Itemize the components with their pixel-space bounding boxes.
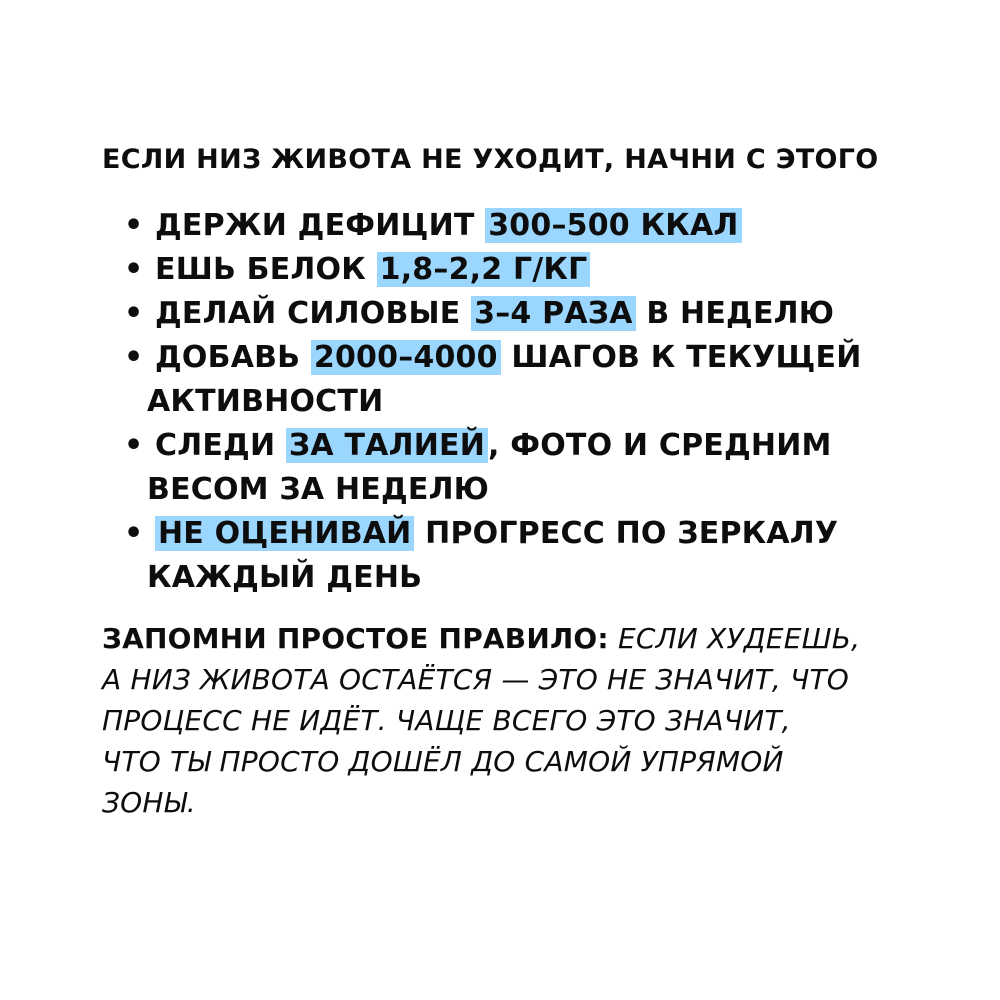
- rule-paragraph: [102, 618, 932, 823]
- tip-text-after: ПРОГРЕСС ПО ЗЕРКАЛУ: [425, 516, 839, 551]
- rule-line: ЧТО ТЫ ПРОСТО ДОШЁЛ ДО САМОЙ УПРЯМОЙ: [102, 745, 784, 778]
- tips-list: [100, 204, 920, 600]
- tip-item: [100, 512, 920, 600]
- tip-highlight: 2000–4000: [311, 340, 501, 375]
- tip-text: ЕШЬ БЕЛОК: [155, 252, 366, 287]
- tip-line: [155, 512, 920, 556]
- tip-text-after: В НЕДЕЛЮ: [646, 296, 835, 331]
- tip-item: [100, 424, 920, 512]
- tip-item: [100, 204, 920, 248]
- tip-continuation: КАЖДЫЙ ДЕНЬ: [147, 560, 423, 595]
- rule-line: ПРОЦЕСС НЕ ИДЁТ. ЧАЩЕ ВСЕГО ЭТО ЗНАЧИТ,: [102, 704, 791, 737]
- tip-line: [155, 292, 920, 336]
- tip-continuation: ВЕСОМ ЗА НЕДЕЛЮ: [147, 472, 490, 507]
- bullet-icon: •: [124, 428, 144, 463]
- tip-item: [100, 336, 920, 424]
- bullet-icon: •: [124, 208, 144, 243]
- bullet-icon: •: [124, 340, 144, 375]
- tip-line: [155, 248, 920, 292]
- tip-line: [155, 336, 920, 380]
- heading: ЕСЛИ НИЗ ЖИВОТА НЕ УХОДИТ, НАЧНИ С ЭТОГО: [102, 144, 879, 175]
- tip-text: СЛЕДИ: [155, 428, 276, 463]
- rule-text: ЕСЛИ ХУДЕЕШЬ,: [617, 622, 861, 655]
- tip-highlight: 3–4 РАЗА: [471, 296, 636, 331]
- bullet-icon: •: [124, 252, 144, 287]
- tip-text: ДОБАВЬ: [155, 340, 301, 375]
- tip-continuation: АКТИВНОСТИ: [147, 384, 384, 419]
- rule-line: ЗОНЫ.: [102, 786, 196, 819]
- tip-text: ДЕЛАЙ СИЛОВЫЕ: [155, 296, 461, 331]
- tip-text-after: , ФОТО И СРЕДНИМ: [488, 428, 832, 463]
- tip-line: [155, 204, 920, 248]
- tip-highlight: 300–500 ККАЛ: [485, 208, 741, 243]
- tip-line: [155, 424, 920, 468]
- rule-line: [102, 618, 932, 659]
- tip-text-after: ШАГОВ К ТЕКУЩЕЙ: [511, 340, 862, 375]
- tip-item: [100, 248, 920, 292]
- tip-item: [100, 292, 920, 336]
- rule-label: ЗАПОМНИ ПРОСТОЕ ПРАВИЛО:: [102, 622, 609, 655]
- tip-highlight: 1,8–2,2 Г/КГ: [377, 252, 591, 287]
- rule-line: А НИЗ ЖИВОТА ОСТАЁТСЯ — ЭТО НЕ ЗНАЧИТ, ЧТО: [102, 663, 850, 696]
- tip-text: ДЕРЖИ ДЕФИЦИТ: [155, 208, 475, 243]
- tip-highlight: НЕ ОЦЕНИВАЙ: [155, 516, 414, 551]
- bullet-icon: •: [124, 516, 144, 551]
- bullet-icon: •: [124, 296, 144, 331]
- tip-highlight: ЗА ТАЛИЕЙ: [286, 428, 488, 463]
